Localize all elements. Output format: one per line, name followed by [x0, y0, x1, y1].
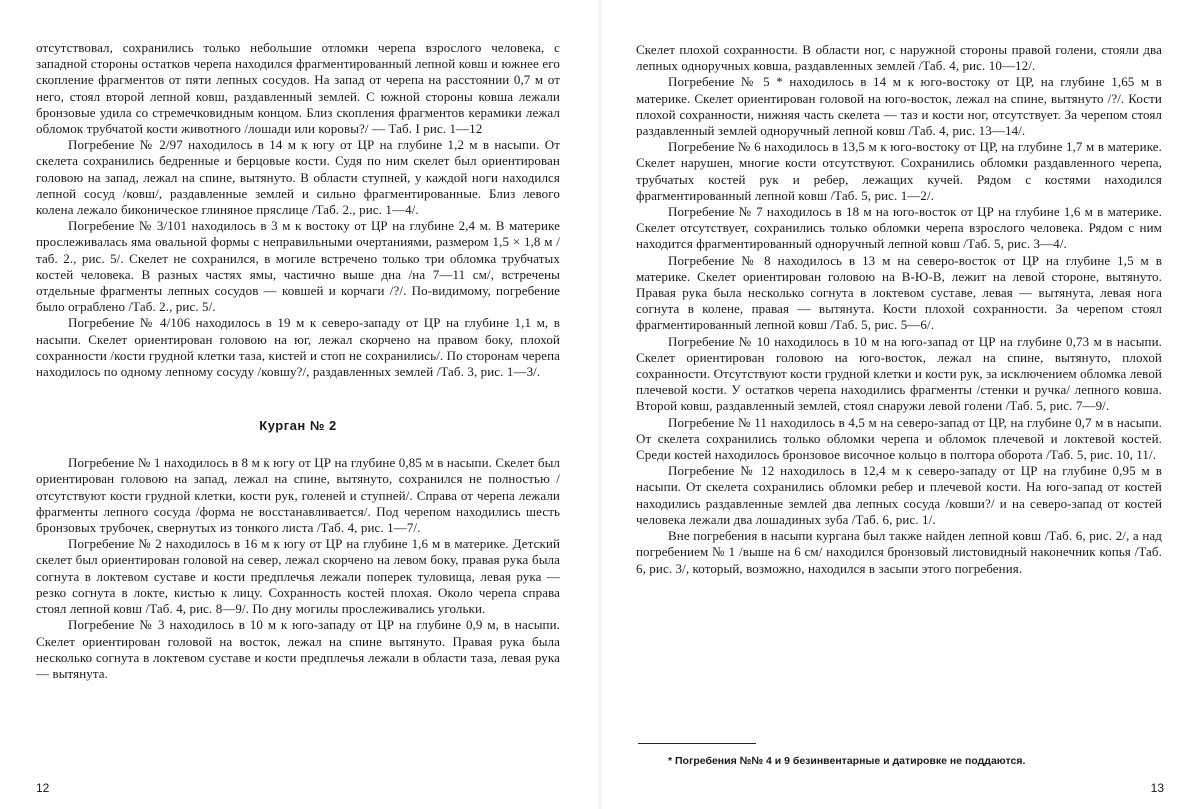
paragraph-k2-burial-3: Погребение № 3 находилось в 10 м к юго-западу от ЦР на глубине 0,9 м, в насыпи. Скелет ориентирован головой на восток, лежал на спине вытянуто. Правая рука была несколько согнута в локтевом суставе и кости предплечья лежали в области таза, левая рука — вытянута.: [36, 617, 560, 681]
paragraph-burial-8: Погребение № 8 находилось в 13 м на северо-восток от ЦР на глубине 1,5 м в материке. Скелет ориентирован головою на В-Ю-В, лежит на левой стороне, вытянуто. Правая рука была несколько согнута в локтевом суставе, левая — вытянута, левая нога согнута в колене, правая — вытянута. Кости плохой сохранности. За черепом стоял фрагментированный лепной ковш /Таб. 5, рис. 5—6/.: [636, 252, 1162, 333]
right-page: [600, 0, 1200, 809]
right-text-column: [636, 42, 1162, 577]
footnote: * Погребения №№ 4 и 9 безинвентарные и датировке не поддаются.: [668, 755, 1026, 767]
paragraph-k2-burial-1: Погребение № 1 находилось в 8 м к югу от ЦР на глубине 0,85 м в насыпи. Скелет был ориентирован головою на запад, лежал на спине, вытянуто, сохранился не полностью /отсутствуют кости грудной клетки, кости рук, голеней и ступней/. Справа от черепа лежали фрагменты лепного сосуда /форма не восстанавливается/. Под черепом находились шесть бронзовых трубочек, свернутых из тонкого листа /Таб. 4, рис. 1—7/.: [36, 455, 560, 536]
paragraph-burial-3-101: Погребение № 3/101 находилось в 3 м к востоку от ЦР на глубине 2,4 м. В материке прослеживалась яма овальной формы с неправильными очертаниями, размером 1,5 × 1,8 м /таб. 2., рис. 5/. Скелет не сохранился, в могиле встречено только три обломка трубчатых костей человека. В разных частях ямы, частично выше дна /на 7—11 см/, встречены отдельные фрагменты лепных сосудов — ковшей и корчаги /?/. По-видимому, погребение было ограблено /Таб. 2., рис. 5/.: [36, 218, 560, 315]
paragraph-continuation-right: Скелет плохой сохранности. В области ног, с наружной стороны правой голени, стояли два лепных одноручных ковша, раздавленных землей /Таб. 4, рис. 10—12/.: [636, 42, 1162, 74]
footnote-rule: [638, 743, 756, 744]
paragraph-continuation: отсутствовал, сохранились только небольшие отломки черепа взрослого человека, с западной стороны остатков черепа находился фрагментированный лепной ковш и южнее его скопление фрагментов от пяти лепных сосудов. На запад от черепа на расстоянии 0,7 м от него, стоял второй лепной ковш, раздавленный землей. С южной стороны ковша лежали бронзовые удила со стремечковидным концом. Близ скопления фрагментов керамики лежал обломок трубчатой кости животного /лошади или коровы?/ — Таб. I рис. 1—12: [36, 40, 560, 137]
paragraph-mound-finds: Вне погребения в насыпи кургана был также найден лепной ковш /Таб. 6, рис. 2/, а над погребением № 1 /выше на 6 см/ находился бронзовый листовидный наконечник копья /Таб. 6, рис. 3/, который, возможно, находился в засыпи этого погребения.: [636, 528, 1162, 576]
section-heading-kurgan-2: Курган № 2: [259, 418, 337, 434]
page-number-right: 13: [1150, 781, 1164, 795]
paragraph-burial-2-97: Погребение № 2/97 находилось в 14 м к югу от ЦР на глубине 1,2 м в насыпи. От скелета сохранились бедренные и берцовые кости. Судя по ним скелет был ориентирован головою на запад, лежал на спине, вытянуто. В области ступней, у каждой ноги находился лепной сосуд /ковш/, раздавленные землей и сильно фрагментированные. Близ левого колена лежало биконическое глиняное пряслице /Таб. 2., рис. 1—4/.: [36, 137, 560, 218]
paragraph-burial-5: Погребение № 5 * находилось в 14 м к юго-востоку от ЦР, на глубине 1,65 м в материке. Скелет ориентирован головой на юго-восток, лежал на спине, вытянуто /?/. Кости плохой сохранности, нижняя часть скелета — таз и кости ног, отсутствует. За черепом стоял раздавленный землей одноручный лепной ковш /Таб. 4, рис. 13—14/.: [636, 74, 1162, 139]
paragraph-k2-burial-2: Погребение № 2 находилось в 16 м к югу от ЦР на глубине 1,6 м в материке. Детский скелет был ориентирован головой на север, лежал скорчено на левом боку, правая рука была согнута в локтевом суставе и кости предплечья лежали поперек туловища, левая рука — резко согнута в локте, кистью к лицу. Сохранность костей плохая. Около черепа справа стоял лепной ковш /Таб. 4, рис. 8—9/. По дну могилы прослеживались угольки.: [36, 536, 560, 617]
paragraph-burial-7: Погребение № 7 находилось в 18 м на юго-восток от ЦР на глубине 1,6 м в материке. Скелет отсутствует, сохранились только обломки черепа взрослого человека. Рядом с ним находится фрагментированный одноручный лепной ковш /Таб. 5, рис. 3—4/.: [636, 204, 1162, 252]
left-text-column: [36, 40, 560, 682]
paragraph-burial-10: Погребение № 10 находилось в 10 м на юго-запад от ЦР на глубине 0,73 м в насыпи. Скелет ориентирован головою на юго-восток, лежал на спине, вытянуто, плохой сохранности. Отсутствуют кости грудной клетки и кости рук, за исключением обломка левой плечевой кости. У остатков черепа находились фрагменты /стенки и ручка/ лепного ковша. Второй ковш, раздавленный землей, стоял снаружи левой голени /Таб. 5, рис. 7—9/.: [636, 333, 1162, 414]
page-number-left: 12: [36, 781, 50, 795]
paragraph-burial-12: Погребение № 12 находилось в 12,4 м к северо-западу от ЦР на глубине 0,95 м в насыпи. От скелета сохранились обломки ребер и плечевой кости. На юго-запад от костей находились раздавленные землей два лепных сосуда /ковши?/ и на северо-запад от костей человека лежали два лошадиных зуба /Таб. 6, рис. 1/.: [636, 463, 1162, 527]
paragraph-burial-6: Погребение № 6 находилось в 13,5 м к юго-востоку от ЦР, на глубине 1,7 м в материке. Скелет нарушен, многие кости отсутствуют. Сохранились обломки раздавленного черепа, трубчатых костей рук и ребер, лежащих кучей. Рядом с костями находился фрагментированный лепной ковш /Таб. 5, рис. 1—2/.: [636, 139, 1162, 203]
paragraph-burial-4-106: Погребение № 4/106 находилось в 19 м к северо-западу от ЦР на глубине 1,1 м, в насыпи. Скелет ориентирован головою на юг, лежал скорчено на правом боку, плохой сохранности /кости грудной клетки таза, кистей и стоп не сохранились/. По сторонам черепа находилось по одному лепному сосуду /ковшу?/, раздавленных землей /Таб. 3, рис. 1—3/.: [36, 315, 560, 380]
paragraph-burial-11: Погребение № 11 находилось в 4,5 м на северо-запад от ЦР, на глубине 0,7 м в насыпи. От скелета сохранились только обломки черепа и обломок плечевой и локтевой костей. Среди костей находилось бронзовое височное кольцо в полтора оборота /Таб. 5, рис. 10, 11/.: [636, 414, 1162, 463]
